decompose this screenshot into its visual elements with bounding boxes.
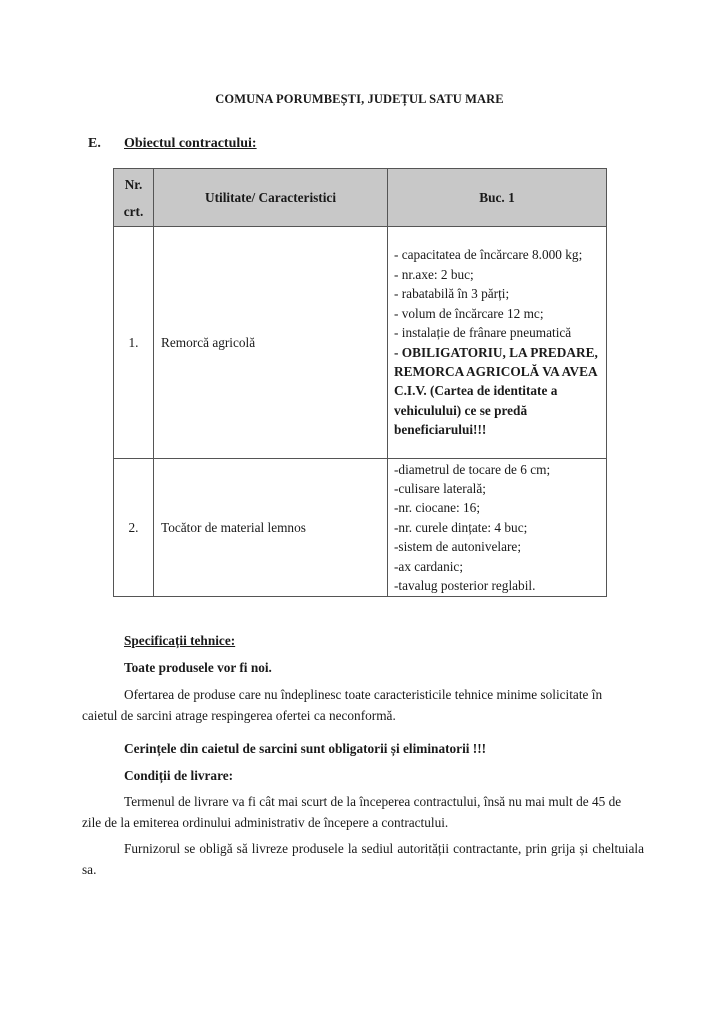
table-header-row — [114, 169, 607, 227]
products-table — [113, 168, 607, 597]
delivery-conditions-heading: Condiții de livrare: — [124, 768, 234, 783]
characteristic-item: - nr.axe: 2 buc; — [394, 266, 474, 282]
characteristic-item: -sistem de autonivelare; — [394, 539, 522, 555]
table-row — [114, 227, 607, 459]
mandatory-requirements-statement: Cerințele din caietul de sarcini sunt obligatorii și eliminatorii !!! — [124, 741, 487, 756]
characteristic-item: -tavalug posterior reglabil. — [394, 578, 536, 594]
characteristic-item: -nr. curele dințate: 4 buc; — [394, 519, 528, 535]
document-title: COMUNA PORUMBEȘTI, JUDEȚUL SATU MARE — [215, 92, 504, 106]
product-name: Tocător de material lemnos — [154, 459, 388, 597]
characteristic-item: -diametrul de tocare de 6 cm; — [394, 461, 551, 477]
characteristic-item: - volum de încărcare 12 mc; — [394, 305, 544, 321]
table-row — [114, 459, 607, 597]
supplier-obligation-paragraph: Furnizorul se obligă să livreze produsele la sediul autorității contractante, prin grija și cheltuiala sa. — [82, 841, 644, 877]
offer-rejection-paragraph: Ofertarea de produse care nu îndeplinesc toate caracteristicile tehnice minime solicitate în caietul de sarcini atrage respingerea ofertei ca neconformă. — [82, 687, 603, 723]
characteristic-item: - capacitatea de încărcare 8.000 kg; — [394, 247, 583, 263]
new-products-statement: Toate produsele vor fi noi. — [124, 660, 272, 675]
section-title: Obiectul contractului: — [124, 136, 257, 151]
product-name: Remorcă agricolă — [154, 227, 388, 459]
column-header-utilities: Utilitate/ Caracteristici — [154, 169, 388, 227]
characteristic-item: - rabatabilă în 3 părți; — [394, 286, 510, 302]
mandatory-civ-note: - OBILIGATORIU, LA PREDARE, REMORCA AGRICOLĂ VA AVEA C.I.V. (Cartea de identitate a vehiculului) ce se predă beneficiarului!!! — [394, 344, 598, 438]
characteristic-item: -ax cardanic; — [394, 558, 464, 574]
characteristic-item: - instalație de frânare pneumatică — [394, 325, 572, 341]
product-characteristics — [388, 227, 607, 459]
column-header-nr: Nr. crt. — [114, 169, 154, 227]
product-characteristics — [388, 459, 607, 597]
section-letter: E. — [88, 136, 101, 151]
delivery-term-paragraph: Termenul de livrare va fi cât mai scurt de la începerea contractului, însă nu mai mult de 45 de zile de la emiterea ordinului administrativ de începere a contractului. — [82, 794, 622, 830]
row-number: 2. — [114, 459, 154, 597]
column-header-quantity: Buc. 1 — [388, 169, 607, 227]
characteristic-item: -nr. ciocane: 16; — [394, 500, 481, 516]
characteristic-item: -culisare laterală; — [394, 480, 486, 496]
technical-specs-heading: Specificații tehnice: — [124, 633, 236, 648]
row-number: 1. — [114, 227, 154, 459]
